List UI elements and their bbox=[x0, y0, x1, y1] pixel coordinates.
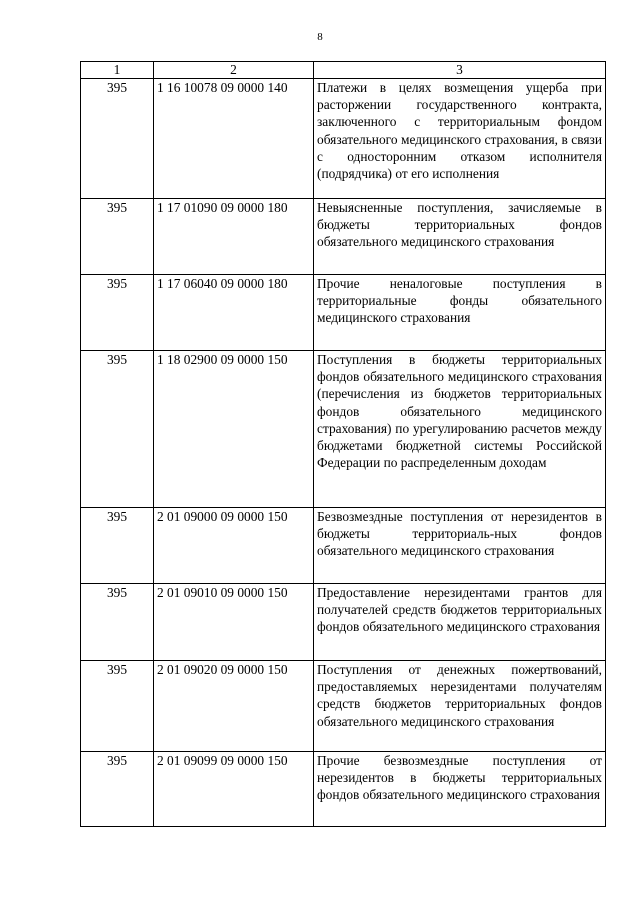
page-number: 8 bbox=[317, 31, 323, 43]
admin-code-cell: 395 bbox=[81, 508, 154, 584]
table-row bbox=[81, 199, 606, 275]
budget-code-cell: 2 01 09099 09 0000 150 bbox=[154, 752, 314, 827]
description-cell: Прочие неналоговые поступления в территориальные фонды обязательного медицинского страхования bbox=[314, 275, 606, 351]
table-row bbox=[81, 79, 606, 199]
budget-code-cell: 1 17 06040 09 0000 180 bbox=[154, 275, 314, 351]
description-cell: Невыясненные поступления, зачисляемые в бюджеты территориальных фондов обязательного медицинского страхования bbox=[314, 199, 606, 275]
table-row bbox=[81, 508, 606, 584]
budget-code-cell: 2 01 09010 09 0000 150 bbox=[154, 584, 314, 661]
admin-code-cell: 395 bbox=[81, 79, 154, 199]
budget-code-cell: 1 17 01090 09 0000 180 bbox=[154, 199, 314, 275]
description-cell: Безвозмездные поступления от нерезидентов в бюджеты территориаль-ных фондов обязательного медицинского страхования bbox=[314, 508, 606, 584]
description-cell: Поступления от денежных пожертвований, предоставляемых нерезидентами получателям средств бюджетов территориальных фондов обязательного медицинского страхования bbox=[314, 661, 606, 752]
admin-code-cell: 395 bbox=[81, 199, 154, 275]
admin-code-cell: 395 bbox=[81, 275, 154, 351]
table-row bbox=[81, 351, 606, 508]
budget-code-cell: 2 01 09000 09 0000 150 bbox=[154, 508, 314, 584]
admin-code-cell: 395 bbox=[81, 661, 154, 752]
admin-code-cell: 395 bbox=[81, 752, 154, 827]
column-header-2: 2 bbox=[154, 62, 314, 79]
budget-code-cell: 2 01 09020 09 0000 150 bbox=[154, 661, 314, 752]
table-row bbox=[81, 584, 606, 661]
budget-code-cell: 1 16 10078 09 0000 140 bbox=[154, 79, 314, 199]
table-header-row bbox=[81, 62, 606, 79]
admin-code-cell: 395 bbox=[81, 351, 154, 508]
column-header-3: 3 bbox=[314, 62, 606, 79]
table-row bbox=[81, 661, 606, 752]
column-header-1: 1 bbox=[81, 62, 154, 79]
admin-code-cell: 395 bbox=[81, 584, 154, 661]
table-row bbox=[81, 275, 606, 351]
budget-code-cell: 1 18 02900 09 0000 150 bbox=[154, 351, 314, 508]
description-cell: Поступления в бюджеты территориальных фондов обязательного медицинского страхования (перечисления из бюджетов территориальных фондов обязательного медицинского страхования) по урегулированию расчетов между бюджетами бюджетной системы Российской Федерации по распределенным доходам bbox=[314, 351, 606, 508]
income-codes-table bbox=[80, 61, 606, 827]
description-cell: Прочие безвозмездные поступления от нерезидентов в бюджеты территориальных фондов обязательного медицинского страхования bbox=[314, 752, 606, 827]
description-cell: Предоставление нерезидентами грантов для получателей средств бюджетов территориальных фондов обязательного медицинского страхования bbox=[314, 584, 606, 661]
table-row bbox=[81, 752, 606, 827]
description-cell: Платежи в целях возмещения ущерба при расторжении государственного контракта, заключенного с территориальным фондом обязательного медицинского страхования, в связи с односторонним отказом исполнителя (подрядчика) от его исполнения bbox=[314, 79, 606, 199]
